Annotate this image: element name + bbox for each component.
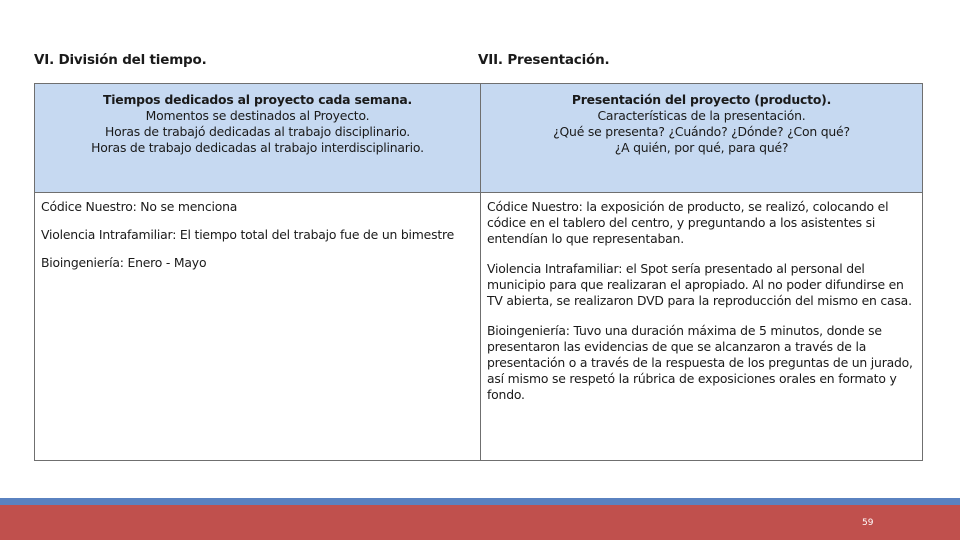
bioingenieria-presentacion-text: Bioingeniería: Tuvo una duración máxima de 5 minutos, donde se presentaron las evidencias de que se alcanzaron a través de la presentación o a través de la respuesta de los preguntas de un jurado, así mismo se respetó la rúbrica de exposiciones orales en formato y fondo. [487, 323, 913, 402]
header-left-title: Tiempos dedicados al proyecto cada semana. [102, 92, 413, 107]
violencia-presentacion-text: Violencia Intrafamiliar: el Spot sería presentado al personal del municipio para que realizaran el apropiado. Al no poder difundirse en TV abierta, se realizaron DVD para la reproducción del mismo en casa. [487, 261, 912, 308]
violencia-tiempo-text: Violencia Intrafamiliar: El tiempo total del trabajo fue de un bimestre [41, 227, 455, 242]
footer-bar [0, 505, 960, 540]
codice-tiempo-text: Códice Nuestro: No se menciona [41, 199, 238, 214]
section-heading-presentacion: VII. Presentación. [478, 52, 610, 68]
header-cell-left [35, 84, 481, 193]
header-right-line: ¿Qué se presenta? ¿Cuándo? ¿Dónde? ¿Con qué? [553, 124, 850, 139]
table-body-row [35, 193, 923, 461]
codice-presentacion-text: Códice Nuestro: la exposición de producto, se realizó, colocando el códice en el tablero del centro, y preguntando a los asistentes si entendían lo que representaban. [487, 199, 889, 246]
header-right-line: Características de la presentación. [597, 108, 806, 123]
body-cell-right [481, 193, 923, 461]
header-left-line: Horas de trabajó dedicadas al trabajo disciplinario. [104, 124, 411, 139]
content-table [34, 83, 923, 461]
header-cell-right [481, 84, 923, 193]
header-right-line: ¿A quién, por qué, para qué? [614, 140, 789, 155]
page-number: 59 [862, 518, 874, 528]
header-right-title: Presentación del proyecto (producto). [571, 92, 832, 107]
header-left-line: Horas de trabajo dedicadas al trabajo interdisciplinario. [91, 140, 424, 155]
footer-accent-line [0, 498, 960, 505]
section-heading-division-tiempo: VI. División del tiempo. [34, 52, 207, 68]
table-header-row [35, 84, 923, 193]
bioingenieria-tiempo-text: Bioingeniería: Enero - Mayo [41, 255, 207, 270]
body-cell-left [35, 193, 481, 461]
header-left-line: Momentos se destinados al Proyecto. [145, 108, 370, 123]
